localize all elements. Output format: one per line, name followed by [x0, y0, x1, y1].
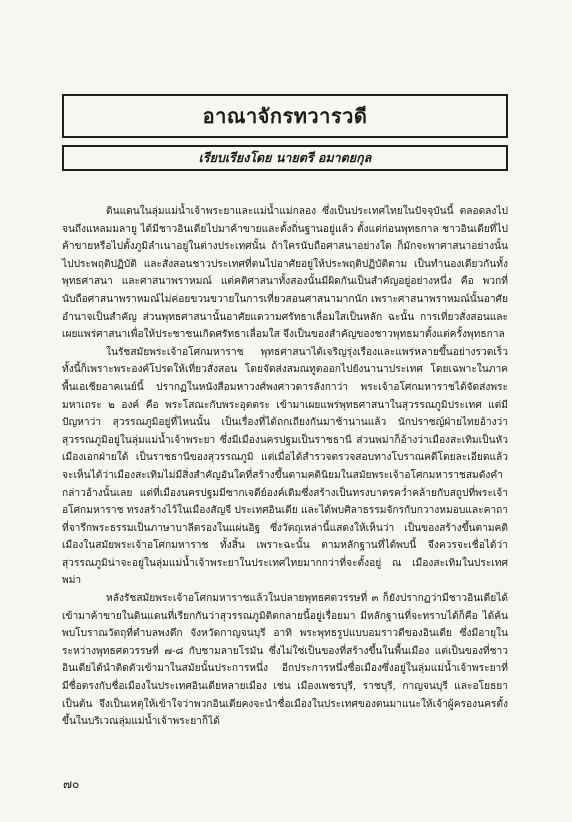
- page-title: อาณาจักรทวารวดี: [202, 104, 368, 128]
- author-box: [62, 145, 508, 171]
- author-line: เรียบเรียงโดย นายตรี อมาตยกุล: [198, 150, 372, 165]
- paragraph: หลังรัชสมัยพระเจ้าอโศกมหาราชแล้วในปลายพุทธศตวรรษที่ ๓ ก็ยังปรากฏว่ามีชาวอินเดียได้เข้ามาค้าขายในดินแดนที่เรียกกันว่าสุวรรณภูมิติดกลายนี้อยู่เรื่อยมา มีหลักฐานที่จะทราบได้ก็คือ ได้ค้นพบโบราณวัตถุที่ตำบลพงตึก จังหวัดกาญจนบุรี อาทิ พระพุทธรูปแบบอมราวดีของอินเดีย ซึ่งมีอายุในระหว่างพุทธศตวรรษที่ ๗-๘ กับชามลายโรมัน ซึ่งไม่ใช่เป็นของที่สร้างขึ้นในพื้นเมือง แต่เป็นของที่ชาวอินเดียได้นำติดตัวเข้ามาในสมัยนั้นประการหนึ่ง อีกประการหนึ่งชื่อเมืองซึ่งอยู่ในลุ่มแม่น้ำเจ้าพระยาที่มีชื่อตรงกับชื่อเมืองในประเทศอินเดียหลายเมือง เช่น เมืองเพชรบุรี, ราชบุรี, กาญจนบุรี และอโยธยาเป็นต้น จึงเป็นเหตุให้เข้าใจว่าพวกอินเดียคงจะนำชื่อเมืองในประเทศของตนมาแนะให้เจ้าผู้ครองนครตั้งขึ้นในบริเวณลุ่มแม่น้ำเจ้าพระยาก็ได้: [62, 593, 508, 728]
- paragraph: ดินแดนในลุ่มแม่น้ำเจ้าพระยาและแม่น้ำแม่กลอง ซึ่งเป็นประเทศไทยในปัจจุบันนี้ ตลอดลงไปจนถึงแหลมมลายู ได้มีชาวอินเดียไปมาค้าขายและตั้งถิ่นฐานอยู่แล้ว ตั้งแต่ก่อนพุทธกาล ชาวอินเดียที่ไปค้าขายหรือไปตั้งภูมิลำเนาอยู่ในต่างประเทศนั้น ถ้าใครนับถือศาสนาอย่างใด ก็มักจะพาศาสนาอย่างนั้นไปประพฤติปฏิบัติ และสั่งสอนชาวประเทศที่ตนไปอาศัยอยู่ให้ประพฤติปฏิบัติตาม เป็นทำนองเดียวกันทั้งพุทธศาสนา และศาสนาพราหมณ์ แต่คติศาสนาทั้งสองนั้นมีผิดกันเป็นสำคัญอยู่อย่างหนึ่ง คือ พวกที่นับถือศาสนาพราหมณ์ไม่ค่อยขวนขวายในการเที่ยวสอนศาสนามากนัก เพราะศาสนาพราหมณ์นั้นอาศัยอำนาจเป็นสำคัญ ส่วนพุทธศาสนานั้นอาศัยแดวามศรัทธาเลื่อมใสเป็นหลัก ฉะนั้น การเที่ยวสั่งสอนและเผยแพร่ศาสนาเพื่อให้ประชาชนเกิดศรัทธาเลื่อมใส จึงเป็นของสำคัญของชาวพุทธมาตั้งแต่ครั้งพุทธกาล: [62, 206, 508, 341]
- title-box: [62, 94, 508, 138]
- article-body: [62, 203, 508, 731]
- page-number: ๗๐: [63, 777, 80, 791]
- paragraph: ในรัชสมัยพระเจ้าอโศกมหาราช พุทธศาสนาได้เจริญรุ่งเรืองและแพร่หลายขึ้นอย่างรวดเร็ว ทั้งนี้ก็เพราะพระองค์โปรดให้เที่ยวสั่งสอน โดยจัดส่งสมณทูตออกไปยังนานาประเทศ โดยเฉพาะในภาคพื้นเอเชียอาคเนย์นี้ ปรากฏในหนังสือมหาวงศ์พงศาวดารลังกาว่า พระเจ้าอโศกมหาราชได้จัดส่งพระมหาเถระ ๒ องค์ คือ พระโสณะกับพระอุตตระ เข้ามาเผยแพร่พุทธศาสนาในสุวรรณภูมิประเทศ แต่มีปัญหาว่า สุวรรณภูมิอยู่ที่ไหนนั้น เป็นเรื่องที่ได้ถกเถียงกันมาช้านานแล้ว นักปราชญ์ฝ่ายไทยอ้างว่าสุวรรณภูมิอยู่ในลุ่มแม่น้ำเจ้าพระยา ซึ่งมีเมืองนครปฐมเป็นราชธานี ส่วนพม่าก็อ้างว่าเมืองสะเทิมเป็นหัวเมืองเอกฝ่ายใต้ เป็นราชธานีของสุวรรณภูมิ แต่เมื่อได้สำรวจตรวจสอบทางโบราณคดีโดยละเอียดแล้ว จะเห็นได้ว่าเมืองสะเทิมไม่มีสิ่งสำคัญอันใดที่สร้างขึ้นตามคตินิยมในสมัยพระเจ้าอโศกมหาราชสมดังคำกล่าวอ้างนั้นเลย แต่ที่เมืองนครปฐมมีซากเจดีย์องค์เดิมซึ่งสร้างเป็นทรงบาตรคว่ำคล้ายกับสถูปที่พระเจ้าอโศกมหาราช ทรงสร้างไว้ในเมืองสัญจี ประเทศอินเดีย และได้พบศิลาธรรมจักรกับกวางหมอบและคาถาที่จารึกพระธรรมเป็นภาษาบาลีตรองในแผ่นอิฐ ซึ่งวัตถุเหล่านี้แสดงให้เห็นว่า เป็นของสร้างขึ้นตามคติเมืองในสมัยพระเจ้าอโศกมหาราช ทั้งสิ้น เพราะฉะนั้น ตามหลักฐานที่ได้พบนี้ จึงควรจะเชื่อได้ว่าสุวรรณภูมิน่าจะอยู่ในลุ่มแม่น้ำเจ้าพระยาในประเทศไทยมากกว่าที่จะตั้งอยู่ ณ เมืองสะเทิมในประเทศพม่า: [62, 346, 508, 587]
